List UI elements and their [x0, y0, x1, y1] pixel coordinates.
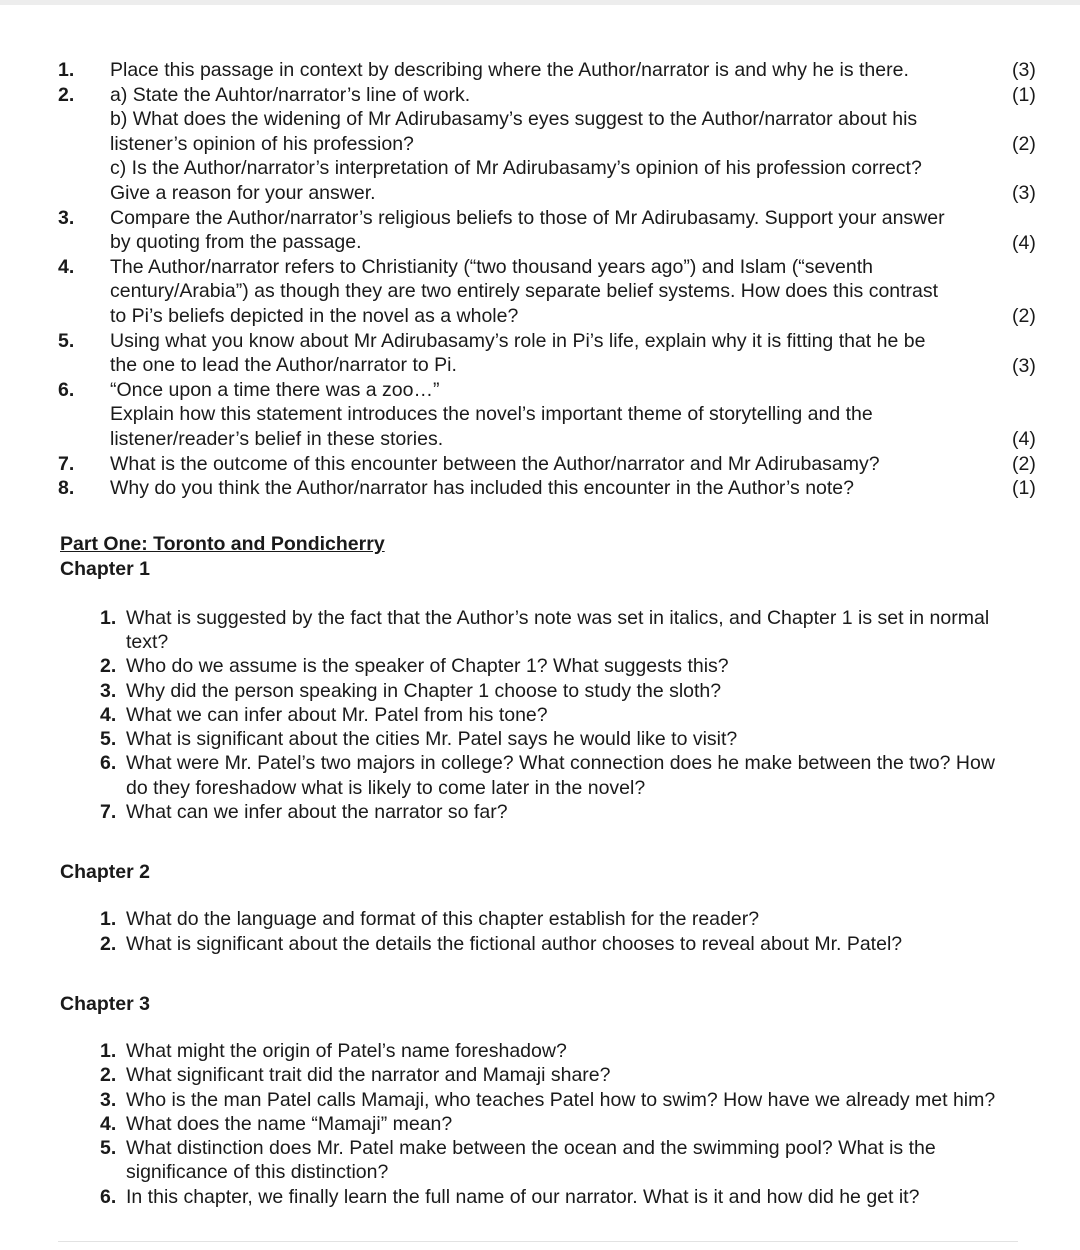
marks-allocation: (2): [1012, 452, 1036, 475]
question-text: [110, 452, 959, 477]
question-text: What is significant about the cities Mr. Patel says he would like to visit?: [126, 728, 738, 751]
marks-allocation: (1): [1012, 83, 1036, 106]
question-row: [0, 800, 1080, 824]
question-number: 1.: [58, 59, 75, 81]
question-row: [0, 1112, 1080, 1136]
question-row: [0, 751, 1080, 800]
question-text: What is suggested by the fact that the Author’s note was set in italics, and Chapter 1 is set in normal text?: [126, 606, 990, 653]
question-row: [0, 606, 1080, 655]
question-number: 3.: [100, 1088, 117, 1111]
question-part: Why do you think the Author/narrator has included this encounter in the Author’s note?: [110, 477, 854, 500]
question-row: [0, 1088, 1080, 1112]
question-row: [0, 703, 1080, 727]
question-row: [0, 255, 1080, 329]
marks-allocation: (1): [1012, 477, 1036, 500]
chapter-sections: [0, 557, 1080, 1209]
question-text: [110, 58, 959, 83]
marks-allocation: (4): [1012, 427, 1036, 450]
question-number: 2.: [100, 1064, 117, 1087]
question-number: 1.: [100, 1039, 117, 1062]
chapter-question-list: [0, 606, 1080, 825]
chapter-heading: Chapter 3: [60, 992, 150, 1015]
question-row: [0, 679, 1080, 703]
question-row: [0, 83, 1080, 206]
question-number: 7.: [100, 801, 117, 824]
question-text: [110, 255, 959, 329]
question-number: 6.: [100, 1185, 117, 1208]
question-part: c) Is the Author/narrator’s interpretation of Mr Adirubasamy’s opinion of his profession correct? Give a reason for your answer.: [110, 157, 922, 204]
marks-allocation: (2): [1012, 132, 1036, 155]
question-number: 1.: [100, 606, 117, 629]
question-part: Compare the Author/narrator’s religious beliefs to those of Mr Adirubasamy. Support your answer by quoting from the passage.: [110, 206, 945, 254]
question-row: [0, 932, 1080, 956]
page-bottom-edge: [58, 1241, 1018, 1242]
question-text: What distinction does Mr. Patel make between the ocean and the swimming pool? What is the significance of this distinction?: [126, 1137, 936, 1184]
question-number: 2.: [100, 932, 117, 955]
question-text: [110, 476, 959, 501]
question-text: [110, 206, 959, 255]
question-number: 8.: [58, 477, 75, 500]
question-text: [110, 378, 959, 452]
question-row: [0, 727, 1080, 751]
question-number: 4.: [100, 703, 117, 726]
question-number: 6.: [58, 378, 75, 401]
marks-allocation: (4): [1012, 231, 1036, 254]
question-part: The Author/narrator refers to Christianity (“two thousand years ago”) and Islam (“seventh century/Arabia”) as though they are two entirely separate belief systems. How does this contrast to Pi’s beliefs depicted in the novel as a whole?: [110, 255, 939, 327]
question-text: Who is the man Patel calls Mamaji, who teaches Patel how to swim? How have we already met him?: [126, 1088, 996, 1111]
chapter-heading: Chapter 1: [60, 557, 150, 580]
question-part: Place this passage in context by describing where the Author/narrator is and why he is there.: [110, 59, 909, 81]
marks-allocation: (3): [1012, 59, 1036, 81]
question-text: What do the language and format of this chapter establish for the reader?: [126, 908, 760, 931]
question-number: 2.: [58, 83, 75, 106]
question-number: 4.: [100, 1112, 117, 1135]
question-text: [110, 329, 959, 378]
authors-note-question-list: [0, 0, 1080, 501]
question-number: 6.: [100, 752, 117, 775]
question-part: “Once upon a time there was a zoo…”: [110, 378, 440, 401]
question-number: 7.: [58, 452, 75, 475]
question-row: [0, 654, 1080, 678]
question-row: [0, 58, 1080, 83]
question-text: [110, 83, 959, 206]
question-number: 5.: [100, 1137, 117, 1160]
question-text: Why did the person speaking in Chapter 1 choose to study the sloth?: [126, 679, 722, 702]
question-part: What is the outcome of this encounter between the Author/narrator and Mr Adirubasamy?: [110, 452, 880, 475]
question-row: [0, 1136, 1080, 1185]
question-row: [0, 1185, 1080, 1209]
question-text: What were Mr. Patel’s two majors in college? What connection does he make between the two? How do they foreshadow what is likely to come later in the novel?: [126, 752, 995, 799]
question-row: [0, 1039, 1080, 1063]
question-text: What can we infer about the narrator so far?: [126, 801, 508, 824]
chapter-question-list: [0, 1039, 1080, 1209]
question-text: What is significant about the details the fictional author chooses to reveal about Mr. Patel?: [126, 932, 903, 955]
question-part: Using what you know about Mr Adirubasamy’s role in Pi’s life, explain why it is fitting that he be the one to lead the Author/narrator to Pi.: [110, 329, 926, 377]
question-text: What does the name “Mamaji” mean?: [126, 1112, 453, 1135]
question-row: [0, 329, 1080, 378]
question-text: Who do we assume is the speaker of Chapter 1? What suggests this?: [126, 655, 729, 678]
part-heading: Part One: Toronto and Pondicherry: [60, 532, 385, 555]
question-text: In this chapter, we finally learn the full name of our narrator. What is it and how did he get it?: [126, 1185, 920, 1208]
question-number: 5.: [58, 329, 75, 352]
question-text: What we can infer about Mr. Patel from his tone?: [126, 703, 548, 726]
question-part: b) What does the widening of Mr Adirubasamy’s eyes suggest to the Author/narrator about his listener’s opinion of his profession?: [110, 108, 918, 155]
question-row: [0, 1063, 1080, 1087]
question-part: Explain how this statement introduces the novel’s important theme of storytelling and the listener/reader’s belief in these stories.: [110, 403, 873, 450]
question-text: What might the origin of Patel’s name foreshadow?: [126, 1039, 567, 1062]
question-row: [0, 907, 1080, 931]
question-number: 1.: [100, 908, 117, 931]
marks-allocation: (3): [1012, 181, 1036, 204]
question-number: 2.: [100, 655, 117, 678]
question-text: What significant trait did the narrator and Mamaji share?: [126, 1064, 611, 1087]
chapter-heading: Chapter 2: [60, 861, 150, 884]
question-number: 3.: [58, 206, 75, 229]
question-row: [0, 452, 1080, 477]
question-row: [0, 378, 1080, 452]
question-row: [0, 476, 1080, 501]
chapter-question-list: [0, 907, 1080, 956]
question-number: 3.: [100, 679, 117, 702]
question-number: 4.: [58, 255, 75, 278]
question-row: [0, 206, 1080, 255]
marks-allocation: (2): [1012, 304, 1036, 327]
marks-allocation: (3): [1012, 354, 1036, 377]
question-number: 5.: [100, 728, 117, 751]
question-part: a) State the Auhtor/narrator’s line of work.: [110, 83, 471, 106]
